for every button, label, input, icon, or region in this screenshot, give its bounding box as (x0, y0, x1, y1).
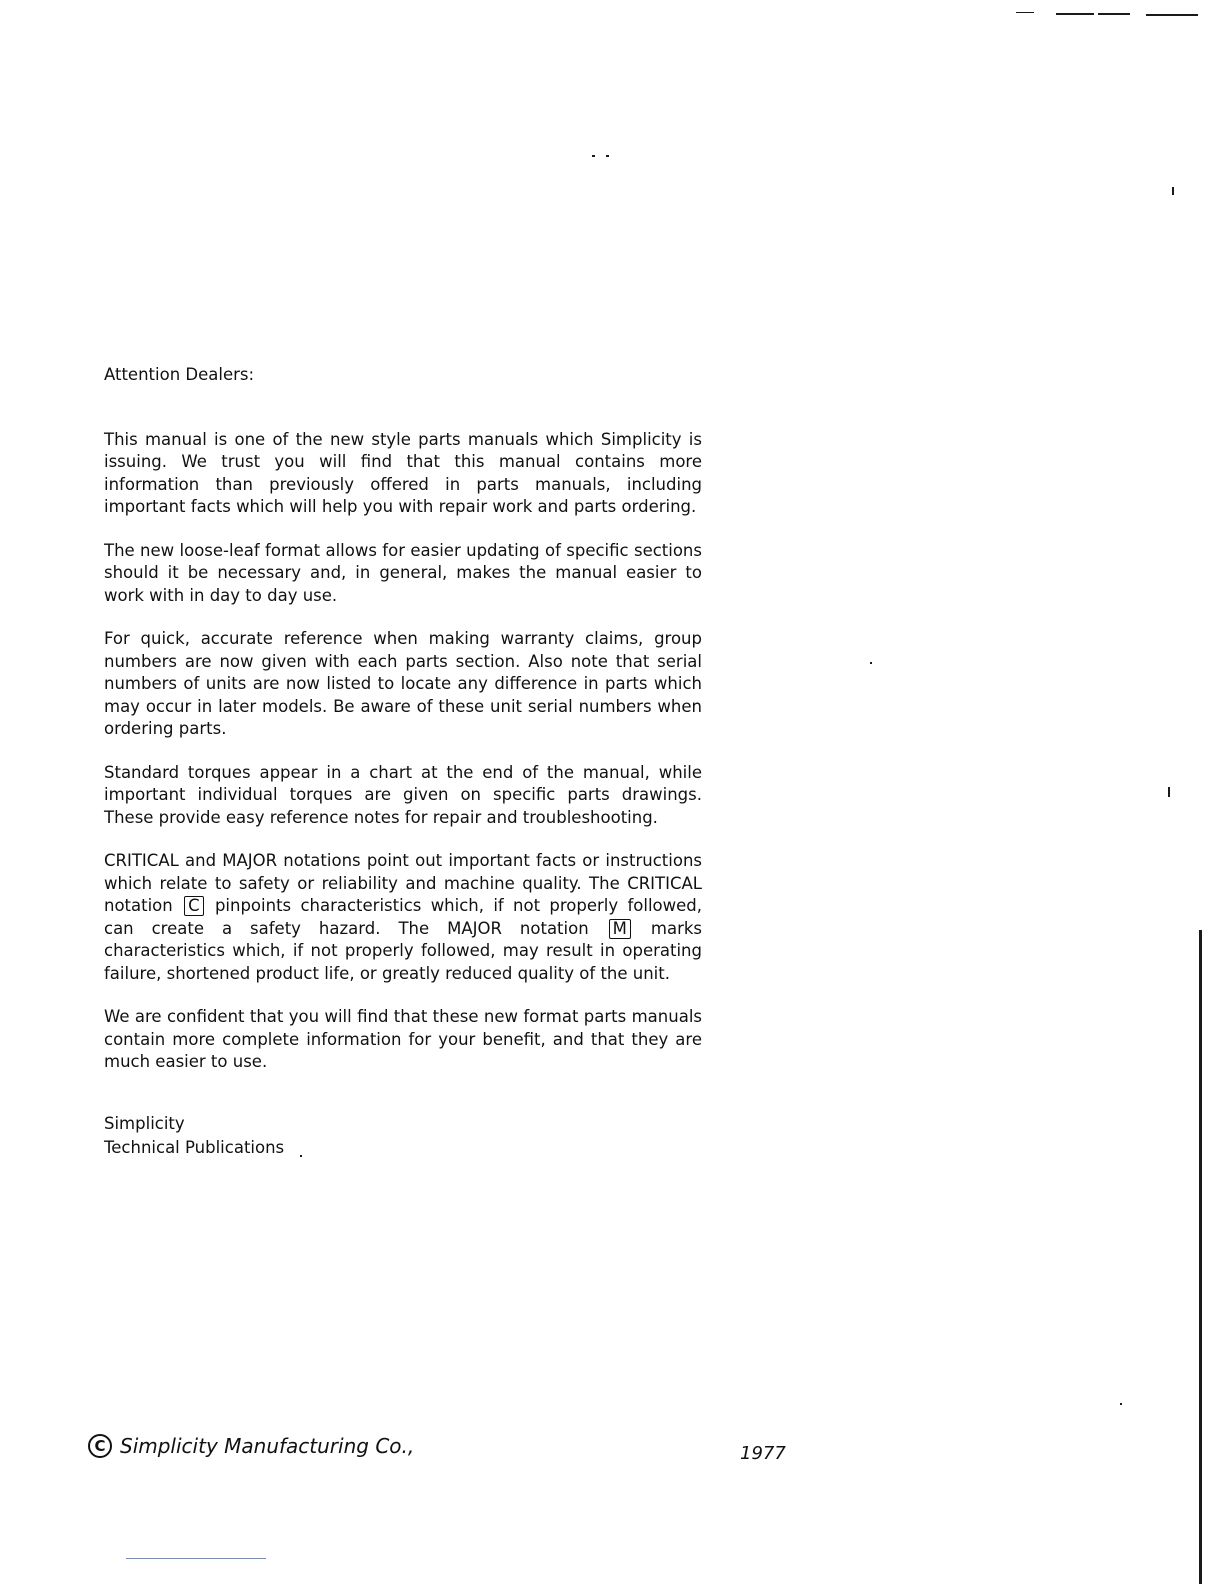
salutation: Attention Dealers: (104, 365, 255, 384)
notation-intro: CRITICAL and MAJOR notations point out important facts or instructions which relate to safety or reliability and machine quality. The CRITICAL notation (104, 851, 702, 915)
signature-company: Simplicity (104, 1113, 185, 1133)
scan-dot-1 (592, 155, 595, 157)
letter-body (104, 364, 702, 1160)
scan-mark-top-1 (1016, 12, 1034, 13)
signature-block (104, 1112, 702, 1160)
scan-mark-top-3 (1098, 13, 1130, 15)
scan-dot-2 (606, 155, 609, 157)
major-notation-icon: M (609, 919, 631, 939)
scan-tick-1 (1172, 187, 1174, 195)
scan-mark-top-2 (1056, 13, 1094, 15)
footer-copyright (88, 1434, 414, 1458)
notation-middle: pinpoints characteristics which, if not properly followed, can create a safety hazard. The MAJOR notation (104, 896, 702, 938)
critical-notation-icon: C (184, 896, 204, 916)
signature-department: Technical Publications (104, 1137, 285, 1157)
footer-year: 1977 (740, 1443, 786, 1464)
scan-bottom-line (126, 1558, 266, 1559)
paragraph-notations (104, 850, 702, 985)
scan-dot-5 (1120, 1403, 1122, 1405)
paragraph-reference: For quick, accurate reference when making warranty claims, group numbers are now given with each parts section. Also note that serial numbers of units are now listed to locate any difference in parts which may occur in later models. Be aware of these unit serial numbers when ordering parts. (104, 629, 702, 738)
notation-end: marks characteristics which, if not properly followed, may result in operating failure, shortened product life, or greatly reduced quality of the unit. (104, 918, 703, 983)
footer-company: Simplicity Manufacturing Co., (120, 1434, 415, 1458)
scan-dot-3 (870, 662, 872, 664)
scan-edge-line (1199, 930, 1202, 1584)
paragraph-torques: Standard torques appear in a chart at the end of the manual, while important individual torques are given on specific parts drawings. These provide easy reference notes for repair and troubleshooting. (104, 762, 702, 827)
scan-mark-top-4 (1146, 14, 1198, 16)
paragraph-format: The new loose-leaf format allows for easier updating of specific sections should it be necessary and, in general, makes the manual easier to work with in day to day use. (104, 540, 702, 605)
scan-tick-2 (1168, 787, 1170, 797)
paragraph-closing: We are confident that you will find that these new format parts manuals contain more complete information for your benefit, and that they are much easier to use. (104, 1007, 702, 1071)
paragraph-intro: This manual is one of the new style parts manuals which Simplicity is issuing. We trust you will find that this manual contains more information than previously offered in parts manuals, including important facts which will help you with repair work and parts ordering. (104, 429, 702, 516)
copyright-icon: C (88, 1434, 112, 1458)
scan-edge-line-top (1200, 930, 1202, 952)
